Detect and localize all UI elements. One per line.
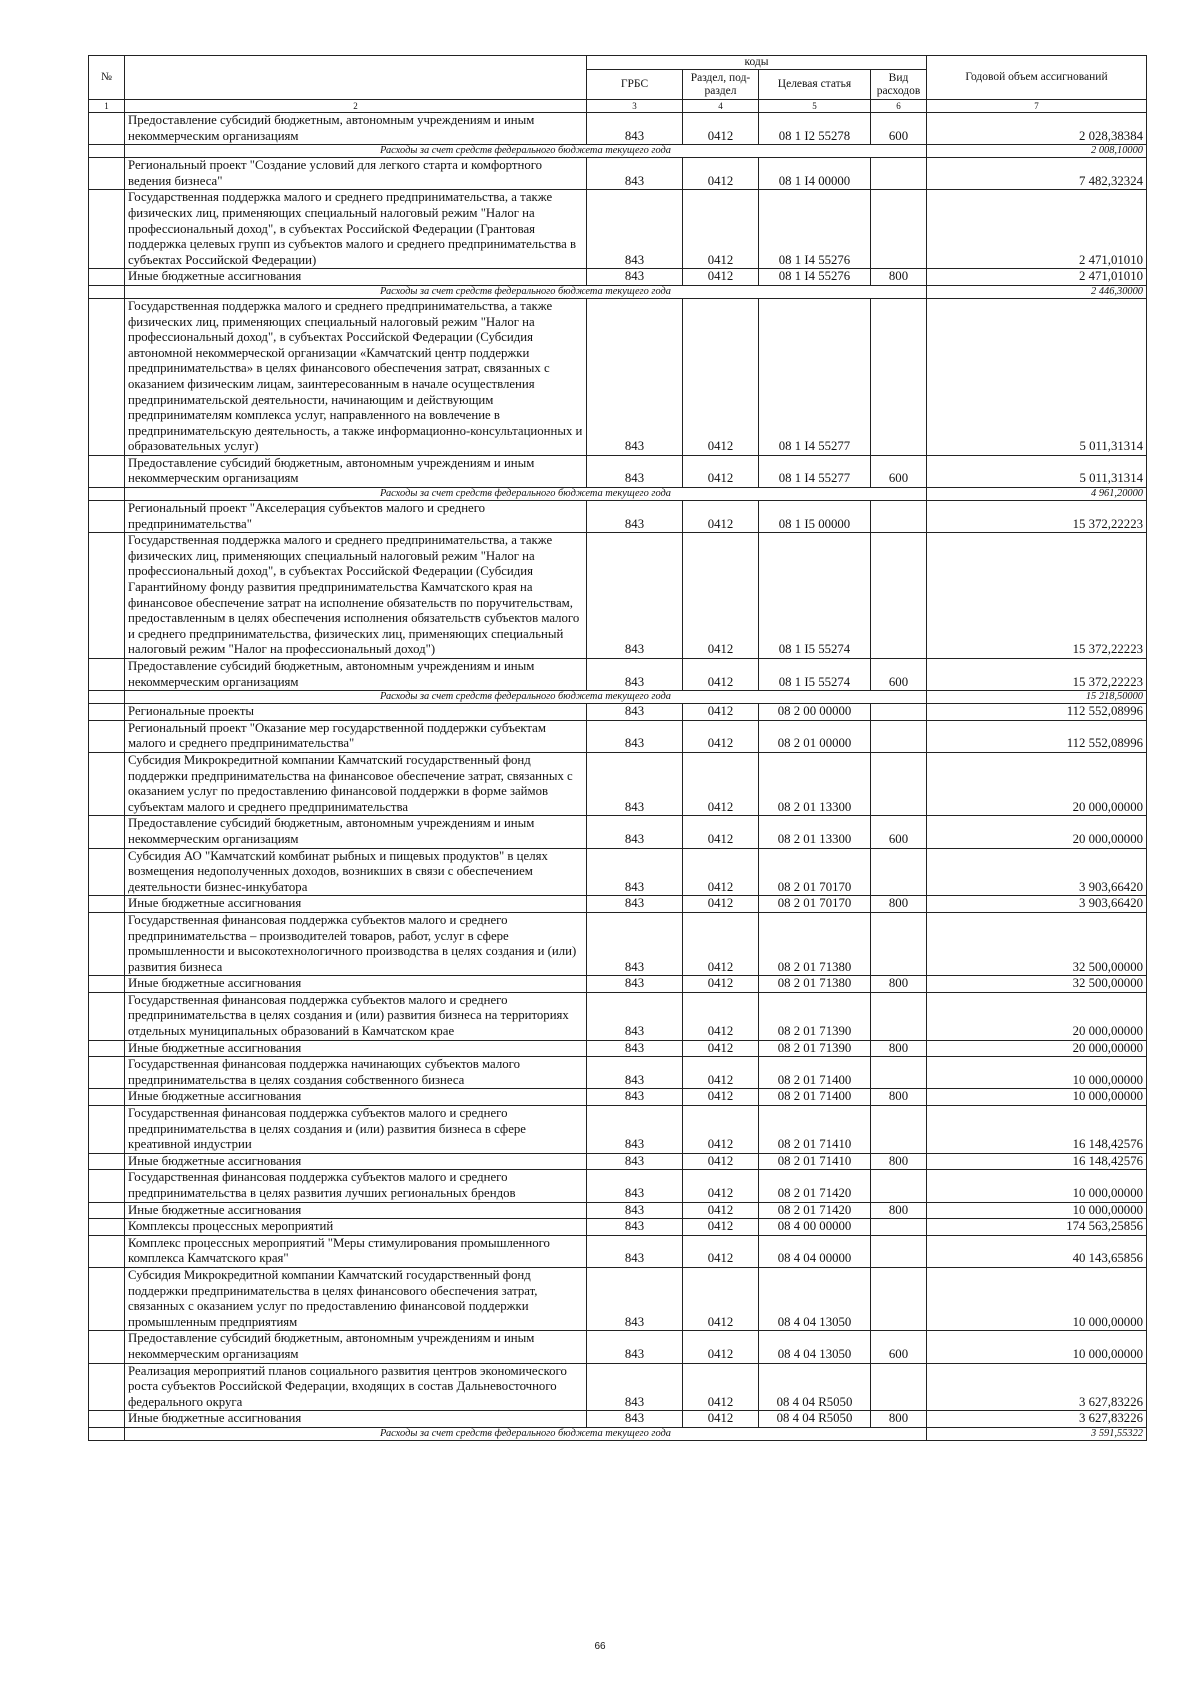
row-number-cell (89, 912, 125, 975)
row-grbs: 843 (587, 158, 683, 190)
row-number-cell (89, 190, 125, 269)
row-amount: 3 903,66420 (927, 896, 1147, 913)
row-name: Государственная поддержка малого и среднего предпринимательства, а также физических лиц, применяющих специальный налоговый режим "Налог на профессиональный доход", в субъектах Российской Федерации (Субсидия Гарантийному фонду развития предпринимательства Камчатского края на финансовое обеспечение затрат на исполнение обязательств по поручительствам, предоставленным в целях обеспечения исполнения обязательств субъектов малого и среднего предпринимательства, физических лиц, применяющих специальный налоговый режим "Налог на профессиональный доход") (125, 533, 587, 659)
row-section: 0412 (683, 190, 759, 269)
federal-funds-amount: 2 008,10000 (927, 145, 1147, 158)
row-name: Иные бюджетные ассигнования (125, 269, 587, 286)
row-number-cell (89, 501, 125, 533)
row-exptype: 800 (871, 1202, 927, 1219)
federal-funds-amount: 4 961,20000 (927, 488, 1147, 501)
row-section: 0412 (683, 1040, 759, 1057)
row-name: Государственная поддержка малого и среднего предпринимательства, а также физических лиц, применяющих специальный налоговый режим "Налог на профессиональный доход", в субъектах Российской Федерации (Грантовая поддержка целевых групп из субъектов малого и среднего предпринимательства в субъектах Российской Федерации) (125, 190, 587, 269)
row-exptype (871, 190, 927, 269)
row-name: Предоставление субсидий бюджетным, автономным учреждениям и иным некоммерческим организациям (125, 659, 587, 691)
row-name: Предоставление субсидий бюджетным, автономным учреждениям и иным некоммерческим организациям (125, 113, 587, 145)
federal-funds-row (89, 691, 1147, 704)
row-target: 08 2 01 71380 (759, 976, 871, 993)
table-row (89, 1235, 1147, 1267)
table-row (89, 113, 1147, 145)
table-row (89, 190, 1147, 269)
row-amount: 2 028,38384 (927, 113, 1147, 145)
row-target: 08 2 01 71410 (759, 1106, 871, 1154)
row-number-cell (89, 113, 125, 145)
column-number: 5 (759, 100, 871, 113)
table-row (89, 912, 1147, 975)
row-number-cell (89, 1427, 125, 1440)
row-grbs: 843 (587, 501, 683, 533)
row-number-cell (89, 1040, 125, 1057)
row-amount: 16 148,42576 (927, 1106, 1147, 1154)
row-target: 08 2 01 71390 (759, 1040, 871, 1057)
table-row (89, 1170, 1147, 1202)
row-target: 08 4 04 R5050 (759, 1363, 871, 1411)
row-amount: 174 563,25856 (927, 1219, 1147, 1236)
row-name: Региональный проект "Акселерация субъектов малого и среднего предпринимательства" (125, 501, 587, 533)
header-volume: Годовой объем ассигнований (927, 56, 1147, 100)
federal-funds-label: Расходы за счет средств федерального бюджета текущего года (125, 488, 927, 501)
row-number-cell (89, 1331, 125, 1363)
row-exptype (871, 720, 927, 752)
row-name: Предоставление субсидий бюджетным, автономным учреждениям и иным некоммерческим организациям (125, 816, 587, 848)
row-number-cell (89, 992, 125, 1040)
row-grbs: 843 (587, 1363, 683, 1411)
row-amount: 32 500,00000 (927, 912, 1147, 975)
row-name: Комплексы процессных мероприятий (125, 1219, 587, 1236)
row-target: 08 2 01 13300 (759, 752, 871, 815)
row-name: Иные бюджетные ассигнования (125, 1040, 587, 1057)
row-amount: 10 000,00000 (927, 1331, 1147, 1363)
row-name: Государственная поддержка малого и среднего предпринимательства, а также физических лиц, применяющих специальный налоговый режим "Налог на профессиональный доход", в субъектах Российской Федерации (Субсидия автономной некоммерческой организации «Камчатский центр поддержки предпринимательства» в целях финансового обеспечения затрат, связанных с оказанием физическим лицам, заинтересованным в начале осуществления предпринимательской деятельности, начинающим и действующим предпринимателям комплекса услуг, направленного на вовлечение в предпринимательскую деятельность, а также информационно-консультационных и образовательных услуг) (125, 298, 587, 455)
row-exptype (871, 1106, 927, 1154)
row-number-cell (89, 1153, 125, 1170)
row-target: 08 1 I5 55274 (759, 659, 871, 691)
row-section: 0412 (683, 896, 759, 913)
row-grbs: 843 (587, 1153, 683, 1170)
row-target: 08 4 04 13050 (759, 1331, 871, 1363)
row-number-cell (89, 816, 125, 848)
column-number: 7 (927, 100, 1147, 113)
row-exptype (871, 1363, 927, 1411)
row-section: 0412 (683, 912, 759, 975)
table-row (89, 501, 1147, 533)
row-number-cell (89, 1267, 125, 1330)
federal-funds-label: Расходы за счет средств федерального бюджета текущего года (125, 145, 927, 158)
row-exptype (871, 1219, 927, 1236)
table-row (89, 158, 1147, 190)
row-section: 0412 (683, 158, 759, 190)
row-amount: 5 011,31314 (927, 455, 1147, 487)
row-number-cell (89, 704, 125, 721)
row-amount: 112 552,08996 (927, 704, 1147, 721)
row-section: 0412 (683, 1057, 759, 1089)
table-row (89, 269, 1147, 286)
row-number-cell (89, 1411, 125, 1428)
table-row (89, 1202, 1147, 1219)
row-grbs: 843 (587, 455, 683, 487)
row-grbs: 843 (587, 896, 683, 913)
column-number: 6 (871, 100, 927, 113)
row-grbs: 843 (587, 1411, 683, 1428)
row-section: 0412 (683, 992, 759, 1040)
page-number: 66 (594, 1641, 606, 1652)
row-number-cell (89, 1235, 125, 1267)
row-number-cell (89, 533, 125, 659)
row-amount: 3 903,66420 (927, 848, 1147, 896)
table-row (89, 298, 1147, 455)
row-name: Предоставление субсидий бюджетным, автономным учреждениям и иным некоммерческим организациям (125, 455, 587, 487)
row-number-cell (89, 269, 125, 286)
table-row (89, 1040, 1147, 1057)
row-exptype: 600 (871, 659, 927, 691)
row-grbs: 843 (587, 848, 683, 896)
row-section: 0412 (683, 752, 759, 815)
header-name (125, 56, 587, 100)
federal-funds-label: Расходы за счет средств федерального бюджета текущего года (125, 691, 927, 704)
row-amount: 20 000,00000 (927, 992, 1147, 1040)
row-target: 08 2 01 71420 (759, 1170, 871, 1202)
row-target: 08 4 00 00000 (759, 1219, 871, 1236)
row-name: Иные бюджетные ассигнования (125, 1411, 587, 1428)
federal-funds-amount: 2 446,30000 (927, 285, 1147, 298)
row-section: 0412 (683, 501, 759, 533)
row-amount: 112 552,08996 (927, 720, 1147, 752)
table-row (89, 1153, 1147, 1170)
row-grbs: 843 (587, 298, 683, 455)
row-number-cell (89, 659, 125, 691)
row-grbs: 843 (587, 1219, 683, 1236)
row-grbs: 843 (587, 1106, 683, 1154)
row-exptype: 800 (871, 1411, 927, 1428)
federal-funds-row (89, 145, 1147, 158)
row-grbs: 843 (587, 816, 683, 848)
row-number-cell (89, 752, 125, 815)
row-number-cell (89, 720, 125, 752)
column-numbers-row (89, 100, 1147, 113)
row-number-cell (89, 455, 125, 487)
row-target: 08 1 I4 55277 (759, 455, 871, 487)
row-section: 0412 (683, 1089, 759, 1106)
column-number: 3 (587, 100, 683, 113)
row-exptype (871, 1170, 927, 1202)
row-amount: 32 500,00000 (927, 976, 1147, 993)
row-target: 08 2 01 71410 (759, 1153, 871, 1170)
table-row (89, 848, 1147, 896)
federal-funds-row (89, 285, 1147, 298)
row-exptype: 600 (871, 113, 927, 145)
row-number-cell (89, 1170, 125, 1202)
row-number-cell (89, 1202, 125, 1219)
row-grbs: 843 (587, 720, 683, 752)
row-exptype: 600 (871, 455, 927, 487)
row-target: 08 1 I4 00000 (759, 158, 871, 190)
row-exptype: 800 (871, 896, 927, 913)
row-target: 08 1 I4 55276 (759, 269, 871, 286)
row-target: 08 2 01 00000 (759, 720, 871, 752)
row-exptype (871, 752, 927, 815)
row-amount: 15 372,22223 (927, 533, 1147, 659)
column-number: 1 (89, 100, 125, 113)
row-grbs: 843 (587, 113, 683, 145)
row-number-cell (89, 488, 125, 501)
row-section: 0412 (683, 976, 759, 993)
row-section: 0412 (683, 1170, 759, 1202)
table-row (89, 752, 1147, 815)
row-exptype (871, 992, 927, 1040)
row-amount: 40 143,65856 (927, 1235, 1147, 1267)
row-name: Комплекс процессных мероприятий "Меры стимулирования промышленного комплекса Камчатского края" (125, 1235, 587, 1267)
row-exptype: 600 (871, 1331, 927, 1363)
row-amount: 3 627,83226 (927, 1363, 1147, 1411)
row-section: 0412 (683, 659, 759, 691)
row-section: 0412 (683, 816, 759, 848)
row-target: 08 2 01 71400 (759, 1057, 871, 1089)
row-amount: 20 000,00000 (927, 752, 1147, 815)
row-number-cell (89, 1089, 125, 1106)
header-section: Раздел, под-раздел (683, 70, 759, 100)
row-amount: 10 000,00000 (927, 1170, 1147, 1202)
row-amount: 15 372,22223 (927, 659, 1147, 691)
federal-funds-amount: 15 218,50000 (927, 691, 1147, 704)
row-name: Иные бюджетные ассигнования (125, 1202, 587, 1219)
row-amount: 20 000,00000 (927, 1040, 1147, 1057)
header-exptype: Вид расходов (871, 70, 927, 100)
row-grbs: 843 (587, 1331, 683, 1363)
budget-table (88, 55, 1147, 1441)
row-grbs: 843 (587, 1089, 683, 1106)
row-number-cell (89, 145, 125, 158)
row-exptype (871, 158, 927, 190)
row-amount: 3 627,83226 (927, 1411, 1147, 1428)
row-exptype: 600 (871, 816, 927, 848)
table-row (89, 1411, 1147, 1428)
row-name: Государственная финансовая поддержка субъектов малого и среднего предпринимательства в целях создания и (или) развития бизнеса на территориях отдельных муниципальных образований в Камчатском крае (125, 992, 587, 1040)
row-amount: 16 148,42576 (927, 1153, 1147, 1170)
row-amount: 10 000,00000 (927, 1057, 1147, 1089)
budget-sheet (88, 55, 1146, 1441)
row-grbs: 843 (587, 976, 683, 993)
row-amount: 10 000,00000 (927, 1267, 1147, 1330)
row-number-cell (89, 298, 125, 455)
row-section: 0412 (683, 1153, 759, 1170)
row-section: 0412 (683, 1363, 759, 1411)
row-exptype (871, 704, 927, 721)
table-row (89, 1219, 1147, 1236)
row-grbs: 843 (587, 1170, 683, 1202)
row-amount: 7 482,32324 (927, 158, 1147, 190)
column-number: 2 (125, 100, 587, 113)
row-number-cell (89, 976, 125, 993)
row-target: 08 2 01 71400 (759, 1089, 871, 1106)
row-grbs: 843 (587, 269, 683, 286)
row-target: 08 1 I2 55278 (759, 113, 871, 145)
row-number-cell (89, 896, 125, 913)
row-section: 0412 (683, 455, 759, 487)
row-target: 08 4 04 00000 (759, 1235, 871, 1267)
row-grbs: 843 (587, 659, 683, 691)
row-number-cell (89, 848, 125, 896)
table-row (89, 1057, 1147, 1089)
row-target: 08 1 I4 55277 (759, 298, 871, 455)
row-exptype (871, 298, 927, 455)
row-exptype (871, 1235, 927, 1267)
row-name: Региональный проект "Создание условий для легкого старта и комфортного ведения бизнеса" (125, 158, 587, 190)
table-body (89, 113, 1147, 1441)
table-row (89, 1106, 1147, 1154)
row-target: 08 1 I4 55276 (759, 190, 871, 269)
table-row (89, 533, 1147, 659)
row-name: Региональный проект "Оказание мер государственной поддержки субъектам малого и среднего предпринимательства" (125, 720, 587, 752)
row-amount: 5 011,31314 (927, 298, 1147, 455)
row-target: 08 4 04 R5050 (759, 1411, 871, 1428)
row-target: 08 1 I5 55274 (759, 533, 871, 659)
row-exptype: 800 (871, 976, 927, 993)
row-amount: 20 000,00000 (927, 816, 1147, 848)
table-row (89, 659, 1147, 691)
row-name: Иные бюджетные ассигнования (125, 976, 587, 993)
row-section: 0412 (683, 1235, 759, 1267)
row-section: 0412 (683, 533, 759, 659)
row-target: 08 4 04 13050 (759, 1267, 871, 1330)
row-section: 0412 (683, 704, 759, 721)
row-name: Реализация мероприятий планов социального развития центров экономического роста субъектов Российской Федерации, входящих в состав Дальневосточного федерального округа (125, 1363, 587, 1411)
row-target: 08 2 01 13300 (759, 816, 871, 848)
row-name: Субсидия АО "Камчатский комбинат рыбных и пищевых продуктов" в целях возмещения недополученных доходов, возникших в связи с обеспечением деятельности бизнес-инкубатора (125, 848, 587, 896)
row-name: Государственная финансовая поддержка начинающих субъектов малого предпринимательства в целях создания собственного бизнеса (125, 1057, 587, 1089)
row-section: 0412 (683, 269, 759, 286)
row-target: 08 1 I5 00000 (759, 501, 871, 533)
row-number-cell (89, 1057, 125, 1089)
row-target: 08 2 00 00000 (759, 704, 871, 721)
federal-funds-label: Расходы за счет средств федерального бюджета текущего года (125, 285, 927, 298)
row-section: 0412 (683, 1331, 759, 1363)
row-exptype: 800 (871, 1089, 927, 1106)
row-section: 0412 (683, 848, 759, 896)
row-number-cell (89, 691, 125, 704)
row-name: Иные бюджетные ассигнования (125, 1153, 587, 1170)
table-row (89, 1089, 1147, 1106)
row-section: 0412 (683, 1267, 759, 1330)
table-row (89, 455, 1147, 487)
row-target: 08 2 01 71420 (759, 1202, 871, 1219)
federal-funds-amount: 3 591,55322 (927, 1427, 1147, 1440)
header-num: № (89, 56, 125, 100)
row-grbs: 843 (587, 992, 683, 1040)
row-exptype (871, 533, 927, 659)
row-name: Государственная финансовая поддержка субъектов малого и среднего предпринимательства в целях развития лучших региональных брендов (125, 1170, 587, 1202)
federal-funds-row (89, 488, 1147, 501)
row-exptype: 800 (871, 1153, 927, 1170)
row-amount: 10 000,00000 (927, 1089, 1147, 1106)
row-grbs: 843 (587, 1057, 683, 1089)
row-section: 0412 (683, 1202, 759, 1219)
row-exptype: 800 (871, 269, 927, 286)
row-grbs: 843 (587, 190, 683, 269)
row-grbs: 843 (587, 1202, 683, 1219)
row-grbs: 843 (587, 752, 683, 815)
table-row (89, 992, 1147, 1040)
row-name: Государственная финансовая поддержка субъектов малого и среднего предпринимательства в целях создания и (или) развития бизнеса в сфере креативной индустрии (125, 1106, 587, 1154)
row-exptype: 800 (871, 1040, 927, 1057)
row-section: 0412 (683, 298, 759, 455)
row-number-cell (89, 158, 125, 190)
column-number: 4 (683, 100, 759, 113)
row-name: Иные бюджетные ассигнования (125, 1089, 587, 1106)
row-amount: 2 471,01010 (927, 269, 1147, 286)
row-number-cell (89, 1363, 125, 1411)
row-grbs: 843 (587, 1235, 683, 1267)
row-number-cell (89, 1106, 125, 1154)
row-section: 0412 (683, 1106, 759, 1154)
row-target: 08 2 01 70170 (759, 848, 871, 896)
table-row (89, 976, 1147, 993)
table-row (89, 1331, 1147, 1363)
federal-funds-row (89, 1427, 1147, 1440)
row-grbs: 843 (587, 704, 683, 721)
row-section: 0412 (683, 113, 759, 145)
row-grbs: 843 (587, 1040, 683, 1057)
row-target: 08 2 01 71390 (759, 992, 871, 1040)
header-row-codes (89, 56, 1147, 70)
row-name: Предоставление субсидий бюджетным, автономным учреждениям и иным некоммерческим организациям (125, 1331, 587, 1363)
row-exptype (871, 848, 927, 896)
federal-funds-label: Расходы за счет средств федерального бюджета текущего года (125, 1427, 927, 1440)
row-name: Субсидия Микрокредитной компании Камчатский государственный фонд поддержки предпринимательства в целях финансового обеспечения затрат, связанных с оказанием услуг по предоставлению финансовой поддержки промышленным предприятиям (125, 1267, 587, 1330)
row-section: 0412 (683, 1411, 759, 1428)
row-exptype (871, 1267, 927, 1330)
table-row (89, 816, 1147, 848)
table-row (89, 704, 1147, 721)
row-amount: 15 372,22223 (927, 501, 1147, 533)
row-name: Субсидия Микрокредитной компании Камчатский государственный фонд поддержки предпринимательства на финансовое обеспечение затрат, связанных с оказанием услуг по предоставлению финансовой поддержки в форме займов субъектам малого и среднего предпринимательства (125, 752, 587, 815)
row-exptype (871, 501, 927, 533)
row-exptype (871, 1057, 927, 1089)
row-grbs: 843 (587, 912, 683, 975)
table-row (89, 1267, 1147, 1330)
row-name: Иные бюджетные ассигнования (125, 896, 587, 913)
row-amount: 10 000,00000 (927, 1202, 1147, 1219)
row-section: 0412 (683, 1219, 759, 1236)
row-number-cell (89, 285, 125, 298)
table-row (89, 720, 1147, 752)
header-codes: коды (587, 56, 927, 70)
row-grbs: 843 (587, 533, 683, 659)
row-grbs: 843 (587, 1267, 683, 1330)
row-amount: 2 471,01010 (927, 190, 1147, 269)
row-name: Региональные проекты (125, 704, 587, 721)
row-target: 08 2 01 71380 (759, 912, 871, 975)
row-target: 08 2 01 70170 (759, 896, 871, 913)
row-name: Государственная финансовая поддержка субъектов малого и среднего предпринимательства – производителей товаров, работ, услуг в сфере промышленности и высокотехнологичного производства в целях создания и (или) развития бизнеса (125, 912, 587, 975)
header-target: Целевая статья (759, 70, 871, 100)
row-section: 0412 (683, 720, 759, 752)
table-row (89, 896, 1147, 913)
row-exptype (871, 912, 927, 975)
header-grbs: ГРБС (587, 70, 683, 100)
row-number-cell (89, 1219, 125, 1236)
table-row (89, 1363, 1147, 1411)
